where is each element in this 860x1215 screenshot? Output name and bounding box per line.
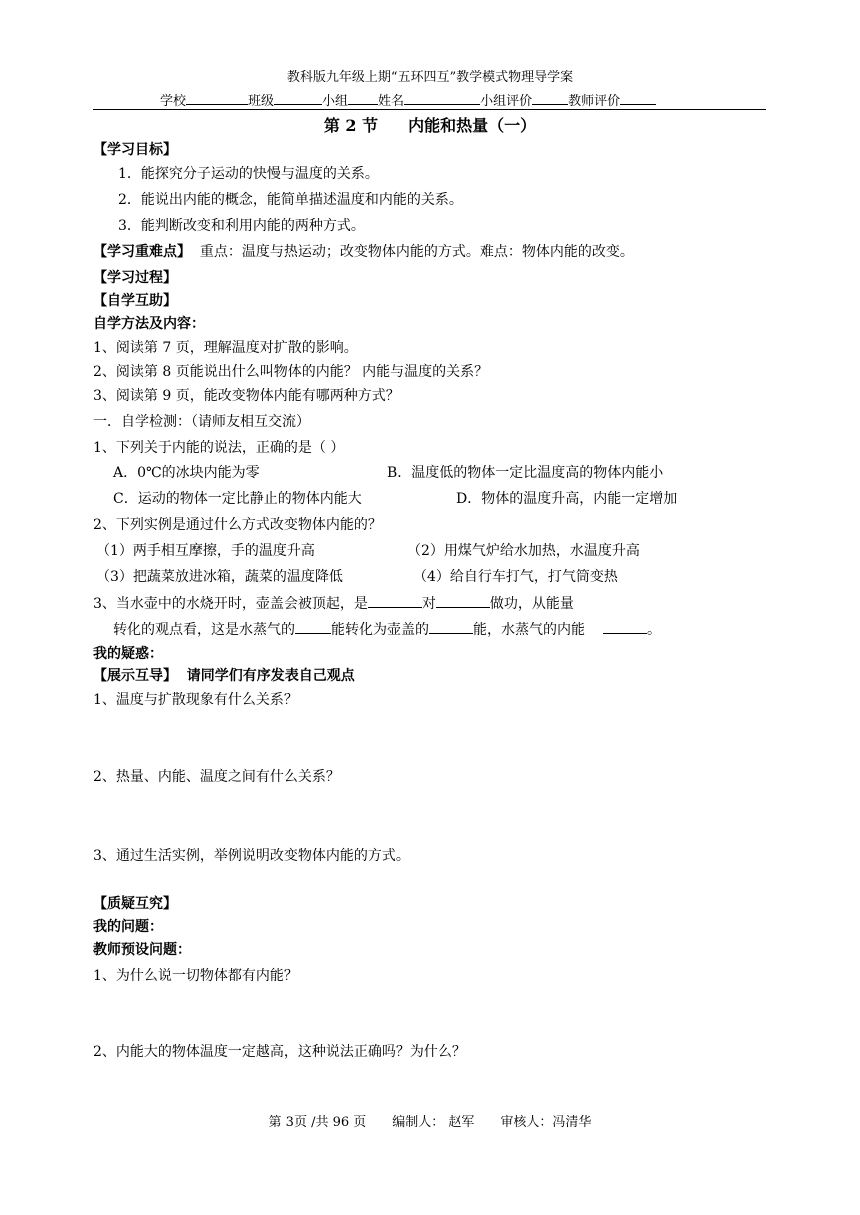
teacher-question: 2、内能大的物体温度一定越高，这种说法正确吗？为什么？ xyxy=(93,1044,466,1060)
question-2-case: （2）用煤气炉给水加热，水温度升高 xyxy=(407,543,640,559)
learning-goals-heading: 【学习目标】 xyxy=(93,142,177,158)
question-2-case: （4）给自行车打气，打气筒变热 xyxy=(413,569,618,585)
class-blank xyxy=(274,90,322,105)
answer-blank xyxy=(368,593,422,608)
key-points-line xyxy=(93,242,634,262)
group-label: 小组 xyxy=(322,94,349,109)
answer-blank xyxy=(429,619,473,634)
inquiry-heading: 【质疑互究】 xyxy=(93,896,177,912)
teacher-evaluation-blank xyxy=(620,90,656,105)
show-question: 3、通过生活实例，举例说明改变物体内能的方式。 xyxy=(93,848,410,864)
question-2-case: （3）把蔬菜放进冰箱，蔬菜的温度降低 xyxy=(96,569,343,585)
question-1-stem: 1、下列关于内能的说法，正确的是（ ） xyxy=(93,440,345,456)
self-check-heading: 一．自学检测： xyxy=(93,414,191,430)
header-rule xyxy=(93,109,766,110)
my-doubts-heading: 我的疑惑： xyxy=(93,646,163,662)
learning-process-heading: 【学习过程】 xyxy=(93,270,177,286)
teacher-question: 1、为什么说一切物体都有内能？ xyxy=(93,968,298,984)
goal-item: 3．能判断改变和利用内能的两种方式。 xyxy=(118,218,365,234)
lesson-title xyxy=(0,115,860,137)
show-question: 1、温度与扩散现象有什么关系？ xyxy=(93,692,298,708)
self-study-item: 2、阅读第 8 页能说出什么叫物体的内能？ 内能与温度的关系？ xyxy=(93,364,489,380)
group-evaluation-blank xyxy=(532,90,568,105)
teacher-evaluation-label: 教师评价 xyxy=(568,94,621,109)
goal-item: 1．能探究分子运动的快慢与温度的关系。 xyxy=(118,166,379,182)
key-points-heading: 【学习重难点】 xyxy=(93,244,191,260)
document-header-title: 教科版九年级上期“五环四互”教学模式物理导学案 xyxy=(286,70,574,85)
question-3-line-1: 3、当水壶中的水烧开时，壶盖会被顶起，是 对 做功，从能量 xyxy=(93,593,574,614)
group-blank xyxy=(348,90,378,105)
self-check-note: （请师友相互交流） xyxy=(191,414,310,430)
class-label: 班级 xyxy=(248,94,275,109)
answer-blank xyxy=(436,593,490,608)
question-1-option-b: B．温度低的物体一定比温度高的物体内能小 xyxy=(387,465,664,481)
show-guide-heading: 【展示互导】 xyxy=(93,668,177,684)
name-blank xyxy=(404,90,480,105)
show-guide-instruction: 请同学们有序发表自己观点 xyxy=(186,668,355,684)
my-questions-heading: 我的问题： xyxy=(93,919,163,935)
lesson-name: 内能和热量（一） xyxy=(408,116,537,135)
school-blank xyxy=(186,90,248,105)
question-1-option-d: D．物体的温度升高，内能一定增加 xyxy=(456,491,678,507)
answer-blank xyxy=(295,619,331,634)
key-points-text: 重点：温度与热运动；改变物体内能的方式。难点：物体内能的改变。 xyxy=(199,244,634,260)
show-question: 2、热量、内能、温度之间有什么关系？ xyxy=(93,769,340,785)
school-label: 学校 xyxy=(160,94,187,109)
section-number: 第 2 节 xyxy=(323,116,379,135)
question-1-option-c: C．运动的物体一定比静止的物体内能大 xyxy=(113,491,362,507)
self-study-item: 3、阅读第 9 页，能改变物体内能有哪两种方式？ xyxy=(93,388,400,404)
page-footer xyxy=(0,1115,860,1131)
goal-item: 2．能说出内能的概念，能简单描述温度和内能的关系。 xyxy=(118,192,463,208)
name-label: 姓名 xyxy=(378,94,405,109)
teacher-questions-heading: 教师预设问题： xyxy=(93,942,191,958)
page-number: 第 3页 /共 96 页 xyxy=(268,1115,367,1130)
editor-credit: 编制人： 赵军 xyxy=(392,1115,475,1130)
self-check-line xyxy=(93,412,310,432)
question-2-case: （1）两手相互摩擦，手的温度升高 xyxy=(96,543,315,559)
question-3-line-2: 转化的观点看，这是水蒸气的 能转化为壶盖的 能，水蒸气的内能 。 xyxy=(113,619,661,640)
group-evaluation-label: 小组评价 xyxy=(480,94,533,109)
self-study-method-heading: 自学方法及内容： xyxy=(93,316,205,332)
self-study-heading: 【自学互助】 xyxy=(93,293,177,309)
reviewer-credit: 审核人：冯清华 xyxy=(500,1115,592,1130)
question-1-option-a: A．0℃的冰块内能为零 xyxy=(113,465,260,481)
self-study-item: 1、阅读第 7 页，理解温度对扩散的影响。 xyxy=(93,340,358,356)
question-2-stem: 2、下列实例是通过什么方式改变物体内能的？ xyxy=(93,517,382,533)
answer-blank xyxy=(603,619,647,634)
show-guide-line xyxy=(93,666,355,686)
student-info-line xyxy=(160,90,656,110)
